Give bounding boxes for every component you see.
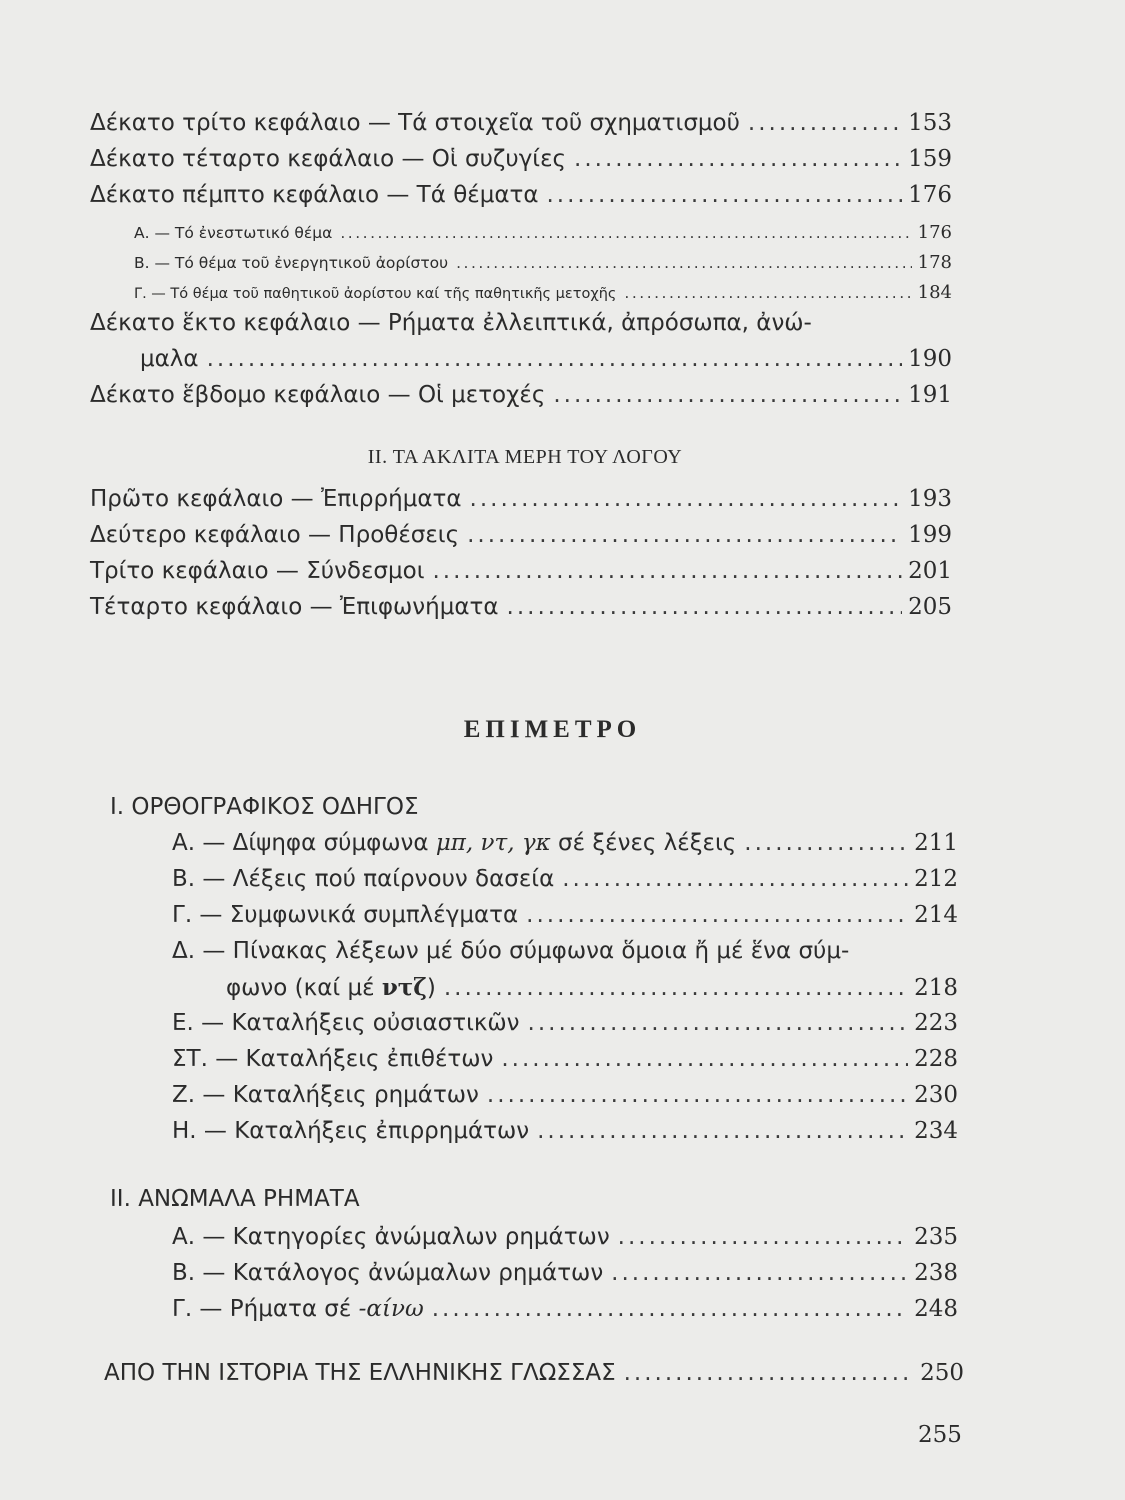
toc-entry bbox=[172, 866, 958, 892]
entry-page: 176 bbox=[917, 222, 952, 243]
entry-title: Ε. — Καταλήξεις οὐσιαστικῶν bbox=[172, 1010, 520, 1036]
dot-leader bbox=[547, 182, 903, 208]
entry-page: 212 bbox=[914, 866, 958, 892]
toc-entry bbox=[172, 938, 958, 964]
dot-leader bbox=[624, 1360, 914, 1386]
entry-page: 223 bbox=[914, 1010, 958, 1036]
entry-title: Δ. — Πίνακας λέξεων μέ δύο σύμφωνα ὅμοια ἤ μέ ἕνα σύμ- bbox=[172, 938, 850, 964]
toc-entry bbox=[90, 310, 952, 336]
entry-title: ΣΤ. — Καταλήξεις ἐπιθέτων bbox=[172, 1046, 494, 1072]
entry-title: μαλα bbox=[140, 346, 199, 372]
dot-leader bbox=[537, 1118, 908, 1144]
toc-subentry bbox=[134, 222, 952, 243]
entry-page: 205 bbox=[908, 594, 952, 620]
dot-leader bbox=[624, 284, 911, 302]
entry-title: Α. — Κατηγορίες ἀνώμαλων ρημάτων bbox=[172, 1224, 610, 1250]
dot-leader bbox=[553, 382, 902, 408]
entry-page: 201 bbox=[908, 558, 952, 584]
toc-entry bbox=[90, 382, 952, 408]
entry-title: Δεύτερο κεφάλαιο — Προθέσεις bbox=[90, 522, 460, 548]
toc-subentry bbox=[134, 252, 952, 273]
entry-title: Δέκατο τέταρτο κεφάλαιο — Οἱ συζυγίες bbox=[90, 146, 567, 172]
dot-leader bbox=[618, 1224, 908, 1250]
part-heading: ΙΙ. ΤΑ ΑΚΛΙΤΑ ΜΕΡΗ ΤΟΥ ΛΟΓΟΥ bbox=[367, 446, 683, 468]
entry-title: Δέκατο ἕβδομο κεφάλαιο — Οἱ μετοχές bbox=[90, 382, 546, 408]
toc-entry-continued bbox=[140, 346, 952, 372]
entry-title: Β. — Λέξεις πού παίρνουν δασεία bbox=[172, 866, 555, 892]
entry-page: 235 bbox=[914, 1224, 958, 1250]
entry-title: Τρίτο κεφάλαιο — Σύνδεσμοι bbox=[90, 558, 425, 584]
toc-entry bbox=[90, 522, 952, 548]
toc-entry bbox=[172, 1010, 958, 1036]
entry-page: 193 bbox=[908, 486, 952, 512]
entry-page: 214 bbox=[914, 902, 958, 928]
dot-leader bbox=[456, 254, 912, 272]
dot-leader bbox=[507, 594, 903, 620]
italic-suffix: -αίνω bbox=[358, 1296, 424, 1322]
dot-leader bbox=[562, 866, 908, 892]
bold-ntz: ντζ bbox=[381, 974, 427, 1001]
toc-entry bbox=[172, 1046, 958, 1072]
entry-page: 248 bbox=[914, 1296, 958, 1322]
entry-page: 250 bbox=[920, 1360, 964, 1386]
dot-leader bbox=[501, 1046, 908, 1072]
entry-page: 178 bbox=[917, 252, 952, 273]
entry-title: Γ. — Συμφωνικά συμπλέγματα bbox=[172, 902, 519, 928]
dot-leader bbox=[467, 522, 902, 548]
section-title: ΙΙ. ΑΝΩΜΑΛΑ ΡΗΜΑΤΑ bbox=[110, 1186, 360, 1212]
entry-title: Γ. — Ρήματα σέ -αίνω bbox=[172, 1296, 424, 1322]
entry-title: Τέταρτο κεφάλαιο — Ἐπιφωνήματα bbox=[90, 594, 499, 620]
dot-leader bbox=[748, 110, 902, 136]
toc-entry bbox=[172, 1224, 958, 1250]
toc-entry bbox=[90, 146, 952, 172]
entry-page: 190 bbox=[908, 346, 952, 372]
dot-leader bbox=[744, 830, 908, 856]
toc-entry bbox=[90, 182, 952, 208]
entry-title: Α. — Τό ἐνεστωτικό θέμα bbox=[134, 224, 333, 242]
toc-entry bbox=[90, 594, 952, 620]
entry-title: Ζ. — Καταλήξεις ρημάτων bbox=[172, 1082, 479, 1108]
toc-entry bbox=[172, 1296, 958, 1322]
toc-entry-continued bbox=[226, 974, 958, 1001]
dot-leader bbox=[470, 486, 903, 512]
entry-page: 199 bbox=[908, 522, 952, 548]
toc-entry bbox=[90, 486, 952, 512]
entry-page: 218 bbox=[914, 975, 958, 1001]
entry-title: Η. — Καταλήξεις ἐπιρρημάτων bbox=[172, 1118, 530, 1144]
entry-page: 191 bbox=[908, 382, 952, 408]
toc-entry bbox=[172, 1082, 958, 1108]
entry-page: 159 bbox=[908, 146, 952, 172]
toc-subentry bbox=[134, 282, 952, 303]
entry-title: Β. — Τό θέμα τοῦ ἐνεργητικοῦ ἀορίστου bbox=[134, 254, 449, 272]
toc-entry bbox=[90, 558, 952, 584]
entry-title: Δέκατο τρίτο κεφάλαιο — Τά στοιχεῖα τοῦ σχηματισμοῦ bbox=[90, 110, 740, 136]
italic-digraphs: μπ, ντ, γκ bbox=[435, 830, 551, 856]
dot-leader bbox=[487, 1082, 908, 1108]
entry-page: 211 bbox=[914, 830, 958, 856]
dot-leader bbox=[444, 975, 908, 1001]
entry-title: Γ. — Τό θέμα τοῦ παθητικοῦ ἀορίστου καί τῆς παθητικῆς μετοχῆς bbox=[134, 286, 617, 302]
toc-entry bbox=[90, 110, 952, 136]
section-title: Ι. ΟΡΘΟΓΡΑΦΙΚΟΣ ΟΔΗΓΟΣ bbox=[110, 794, 419, 820]
entry-page: 153 bbox=[908, 110, 952, 136]
dot-leader bbox=[432, 1296, 908, 1322]
toc-entry bbox=[172, 830, 958, 856]
entry-title: ΑΠΟ ΤΗΝ ΙΣΤΟΡΙΑ ΤΗΣ ΕΛΛΗΝΙΚΗΣ ΓΛΩΣΣΑΣ bbox=[104, 1360, 616, 1386]
entry-title: Δέκατο πέμπτο κεφάλαιο — Τά θέματα bbox=[90, 182, 539, 208]
entry-page: 228 bbox=[914, 1046, 958, 1072]
epimetro-heading: ΕΠΙΜΕΤΡΟ bbox=[463, 716, 642, 743]
dot-leader bbox=[528, 1010, 909, 1036]
dot-leader bbox=[340, 224, 911, 242]
dot-leader bbox=[207, 346, 903, 372]
toc-entry bbox=[172, 1260, 958, 1286]
entry-title: Δέκατο ἕκτο κεφάλαιο — Ρήματα ἐλλειπτικά, ἀπρόσωπα, ἀνώ- bbox=[90, 310, 812, 336]
entry-title: φωνο (καί μέ ντζ) bbox=[226, 974, 436, 1001]
entry-page: 176 bbox=[908, 182, 952, 208]
dot-leader bbox=[574, 146, 902, 172]
entry-title: Β. — Κατάλογος ἀνώμαλων ρημάτων bbox=[172, 1260, 604, 1286]
page-number: 255 bbox=[918, 1422, 962, 1448]
dot-leader bbox=[611, 1260, 908, 1286]
entry-page: 238 bbox=[914, 1260, 958, 1286]
dot-leader bbox=[526, 902, 908, 928]
entry-title: Πρῶτο κεφάλαιο — Ἐπιρρήματα bbox=[90, 486, 462, 512]
entry-page: 234 bbox=[914, 1118, 958, 1144]
dot-leader bbox=[433, 558, 903, 584]
entry-page: 184 bbox=[917, 282, 952, 303]
entry-title: Α. — Δίψηφα σύμφωνα μπ, ντ, γκ σέ ξένες λέξεις bbox=[172, 830, 737, 856]
toc-entry bbox=[172, 902, 958, 928]
toc-entry bbox=[172, 1118, 958, 1144]
toc-entry-history bbox=[104, 1360, 964, 1386]
entry-page: 230 bbox=[914, 1082, 958, 1108]
